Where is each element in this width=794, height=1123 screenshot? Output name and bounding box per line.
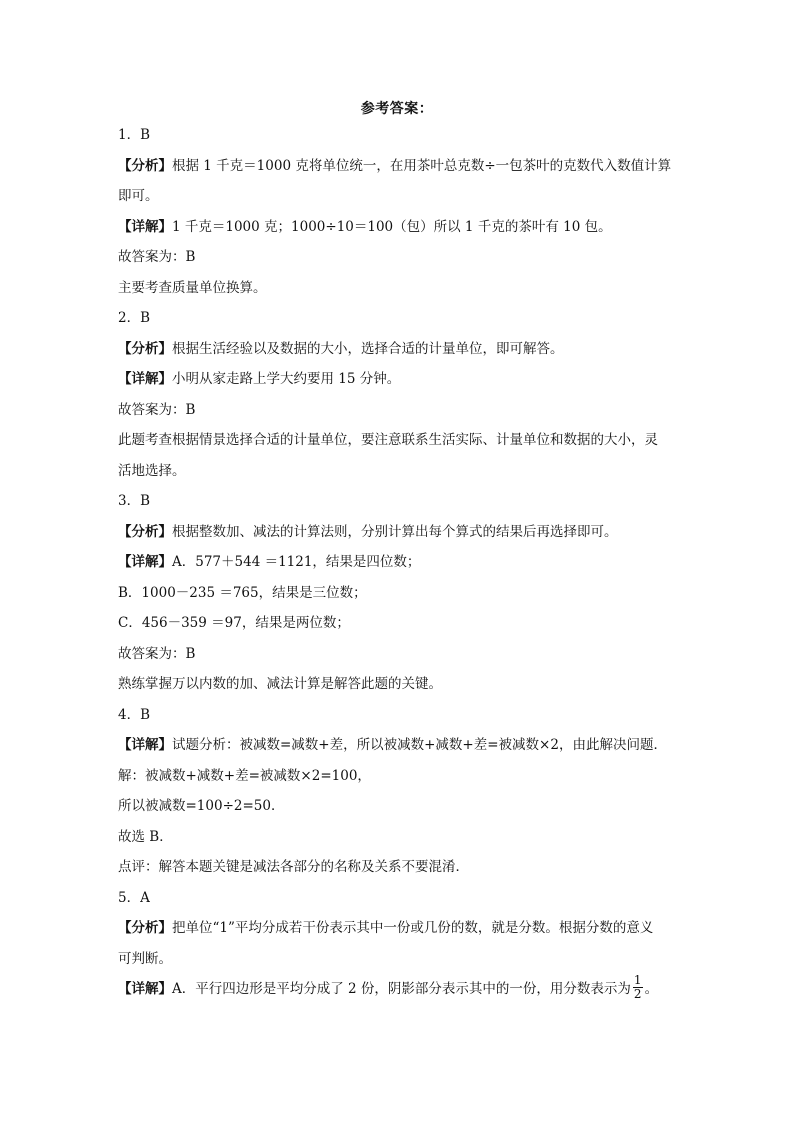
q3-option-b: B．1000－235 ＝765，结果是三位数； xyxy=(118,584,367,601)
q3-option-c: C．456－359 ＝97，结果是两位数； xyxy=(118,615,350,631)
q1-detail-text: 1 千克＝1000 克；1000÷10＝100（包）所以 1 千克的茶叶有 10 包。 xyxy=(172,218,612,235)
q5-detail-end: 。 xyxy=(644,981,659,997)
q3-note: 熟练掌握万以内数的加、减法计算是解答此题的关键。 xyxy=(118,676,442,692)
q2-note-cont: 活地选择。 xyxy=(118,462,186,479)
analysis-label: 【分析】 xyxy=(118,920,172,936)
q2-number: 2．B xyxy=(118,310,151,326)
fraction-one-half xyxy=(633,974,643,1001)
q1-detail xyxy=(118,212,678,243)
detail-label: 【详解】 xyxy=(118,737,172,753)
q3-answer: 故答案为：B xyxy=(118,645,196,662)
q2-note: 此题考查根据情景选择合适的计量单位，要注意联系生活实际、计量单位和数据的大小，灵 xyxy=(118,432,658,448)
q2-answer: 故答案为：B xyxy=(118,401,196,418)
q4-solution: 解：被减数+减数+差=被减数×2=100， xyxy=(118,767,371,784)
q4-therefore: 所以被减数=100÷2=50． xyxy=(118,798,285,814)
detail-label: 【详解】 xyxy=(118,981,172,997)
fraction-denominator: 2 xyxy=(633,987,642,1001)
page-title: 参考答案： xyxy=(360,101,434,117)
q1-analysis-cont: 即可。 xyxy=(118,188,159,204)
q1-answer: 故答案为：B xyxy=(118,249,196,265)
q4-detail-text: 试题分析：被减数=减数+差，所以被减数+减数+差=被减数×2，由此解决问题． xyxy=(172,737,667,753)
detail-label: 【详解】 xyxy=(118,218,172,235)
answer-content xyxy=(118,120,678,1005)
q4-number: 4．B xyxy=(118,706,151,723)
analysis-label: 【分析】 xyxy=(118,340,172,357)
detail-label: 【详解】 xyxy=(118,554,172,570)
q4-detail xyxy=(118,730,678,761)
q3-detail-text: A．577＋544 ＝1121，结果是四位数； xyxy=(172,554,421,570)
fraction-numerator: 1 xyxy=(633,973,642,987)
analysis-label: 【分析】 xyxy=(118,523,172,540)
q1-analysis-text: 根据 1 千克＝1000 克将单位统一，在用茶叶总克数÷一包茶叶的克数代入数值计算 xyxy=(172,157,672,174)
q3-analysis xyxy=(118,517,678,548)
q2-detail-text: 小明从家走路上学大约要用 15 分钟。 xyxy=(172,371,401,387)
q5-number: 5．A xyxy=(118,889,150,906)
q5-analysis-cont: 可判断。 xyxy=(118,950,172,967)
detail-label: 【详解】 xyxy=(118,371,172,387)
q3-detail xyxy=(118,547,678,578)
q5-detail xyxy=(118,974,678,1005)
q3-number: 3．B xyxy=(118,493,151,509)
q5-detail-text: A．平行四边形是平均分成了 2 份，阴影部分表示其中的一份，用分数表示为 xyxy=(172,981,631,997)
q1-note: 主要考查质量单位换算。 xyxy=(118,279,267,296)
q4-answer: 故选 B． xyxy=(118,828,173,845)
q5-analysis xyxy=(118,913,678,944)
q1-analysis xyxy=(118,151,678,182)
q2-analysis xyxy=(118,334,678,365)
q5-analysis-text: 把单位“1”平均分成若干份表示其中一份或几份的数，就是分数。根据分数的意义 xyxy=(172,920,654,936)
q2-detail xyxy=(118,364,678,395)
analysis-label: 【分析】 xyxy=(118,157,172,174)
q1-number: 1．B xyxy=(118,127,151,143)
q2-analysis-text: 根据生活经验以及数据的大小，选择合适的计量单位，即可解答。 xyxy=(172,340,564,357)
q3-analysis-text: 根据整数加、减法的计算法则，分别计算出每个算式的结果后再选择即可。 xyxy=(172,523,618,540)
q4-comment: 点评：解答本题关键是减法各部分的名称及关系不要混淆． xyxy=(118,859,469,875)
